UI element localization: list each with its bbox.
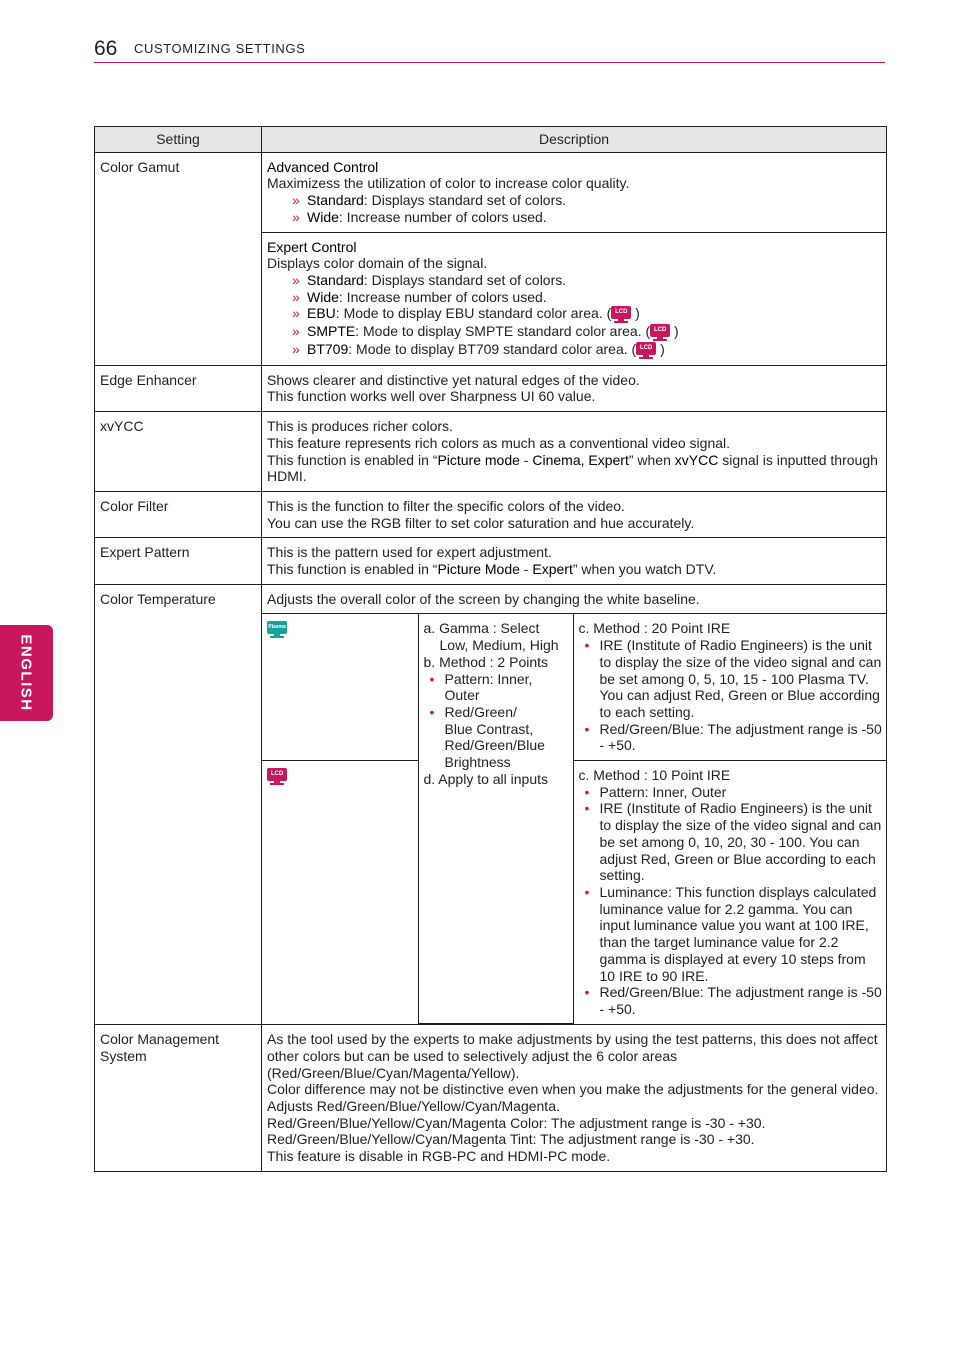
description-cell: [262, 152, 887, 232]
description-cell: As the tool used by the experts to make adjustments by using the test patterns, this does not affect other colors but can be used to selectively adjust the 6 color areas (Red/Green/Blue/Cyan/Magenta/Yellow). Color difference may not be distinctive even when you make the adjustments for the general video. Adjusts Red/Green/Blue/Yellow/Cyan/Magenta. Red/Green/Blue/Yellow/Cyan/Magenta Color: The adjustment range is -30 - +30. Red/Green/Blue/Yellow/Cyan/Magenta Tint: The adjustment range is -30 - +30. This feature is disable in RGB-PC and HDMI-PC mode.: [262, 1025, 887, 1172]
list-item: » Wide: Increase number of colors used.: [292, 208, 547, 225]
arrow-icon: »: [292, 208, 300, 225]
table-row: [95, 491, 887, 537]
table-header-row: [95, 127, 887, 153]
list-item: » Standard: Displays standard set of colors.: [292, 271, 567, 288]
list-item: • IRE (Institute of Radio Engineers) is the unit to display the size of the video signal and can be set among 0, 5, 10, 15 - 100 Plasma TV. You can adjust Red, Green or Blue according to each setting.: [584, 637, 882, 720]
list-item: • Luminance: This function displays calculated luminance value for 2.2 gamma. You can input luminance value you want at 100 IRE, than the target luminance value for 2.2 gamma is displayed at every 10 steps from 10 IRE to 90 IRE.: [584, 884, 877, 984]
setting-name: Color Management System: [95, 1025, 262, 1172]
list-item: » Standard: Displays standard set of colors.: [292, 192, 567, 209]
bullet-icon: •: [584, 783, 590, 800]
plasma-tv-icon: Plasma: [267, 621, 287, 638]
bullet-icon: •: [429, 703, 435, 720]
table-row: [95, 412, 887, 492]
list-item: • Red/Green/: [429, 703, 517, 720]
setting-name: Edge Enhancer: [95, 365, 262, 411]
arrow-icon: »: [292, 305, 300, 322]
setting-name: Color Gamut: [95, 152, 262, 365]
table-row: [95, 152, 887, 232]
column-header-description: Description: [262, 127, 887, 153]
color-temperature-subtable: [262, 614, 887, 1024]
description-cell: This is the function to filter the specific colors of the video. You can use the RGB filter to set color saturation and hue accurately.: [262, 491, 887, 537]
page-header: [94, 36, 885, 63]
table-row: [95, 365, 887, 411]
list-item: • IRE (Institute of Radio Engineers) is the unit to display the size of the video signal and can be set among 0, 10, 20, 30 - 100. You can adjust Red, Green or Blue according to each setting.: [584, 800, 882, 884]
description-cell: Shows clearer and distinctive yet natural edges of the video. This function works well over Sharpness UI 60 value.: [262, 365, 887, 411]
language-side-tab: [0, 625, 53, 721]
lcd-cell: [262, 761, 418, 1024]
setting-name: Expert Pattern: [95, 538, 262, 584]
color-temperature-detail: [262, 614, 887, 1025]
bullet-icon: •: [429, 670, 435, 687]
advanced-control-title: Advanced Control: [267, 158, 379, 175]
table-row: [95, 1025, 887, 1172]
bullet-icon: •: [584, 637, 590, 654]
bullet-icon: •: [584, 884, 590, 900]
setting-name: Color Filter: [95, 491, 262, 537]
list-item: » SMPTE: Mode to display SMPTE standard color area. ( LCD ): [292, 323, 679, 340]
advanced-control-desc: Maximizess the utilization of color to increase color quality.: [267, 175, 630, 192]
description-cell: This is the pattern used for expert adjustment. This function is enabled in “Picture Mode - Expert” when you watch DTV.: [262, 538, 887, 584]
description-cell: Adjusts the overall color of the screen by changing the white baseline.: [262, 584, 887, 614]
arrow-icon: »: [292, 192, 300, 209]
lcd-tv-icon: LCD: [636, 342, 656, 359]
list-item: • Red/Green/Blue: The adjustment range is -50 - +50.: [584, 984, 882, 1017]
bullet-icon: •: [584, 720, 590, 737]
plasma-cell: [262, 614, 418, 760]
setting-name: xvYCC: [95, 412, 262, 492]
list-item: » Wide: Increase number of colors used.: [292, 288, 547, 305]
plasma-method-cell: c. Method : 20 Point IRE • IRE (Institute of Radio Engineers) is the unit to display the size of the video signal and can be set among 0, 5, 10, 15 - 100 Plasma TV. You can adjust Red, Green or Blue according to each setting. • Red/Green/Blue: The adjustment range is -50 - +50.: [573, 614, 887, 760]
page-number: 66: [94, 37, 118, 60]
arrow-icon: »: [292, 288, 300, 305]
list-item: • Pattern: Inner,: [429, 670, 533, 687]
common-methods-cell: a. Gamma : Select Low, Medium, High b. Method : 2 Points • Pattern: Inner, Outer • Red/Green/ Blue Contrast, Red/Green/Blue Brightness d. Apply to all inputs: [418, 614, 573, 1023]
arrow-icon: »: [292, 323, 300, 340]
list-item: • Red/Green/Blue: The adjustment range is -50 - +50.: [584, 720, 882, 754]
list-item: » EBU: Mode to display EBU standard color area. ( LCD ): [292, 305, 640, 322]
settings-table: [94, 126, 887, 1172]
lcd-tv-icon: LCD: [650, 324, 670, 341]
lcd-method-cell: c. Method : 10 Point IRE • Pattern: Inner, Outer • IRE (Institute of Radio Engineers) is the unit to display the size of the video signal and can be set among 0, 10, 20, 30 - 100. You can adjust Red, Green or Blue according to each setting. • Luminance: This function displays calculated luminance value for 2.2 gamma. You can input luminance value you want at 100 IRE, than the target luminance value for 2.2 gamma is displayed at every 10 steps from 10 IRE to 90 IRE. • Red/Green/Blue: The adjustment range is -50 - +50.: [573, 761, 887, 1024]
column-header-setting: Setting: [95, 127, 262, 153]
lcd-tv-icon: LCD: [267, 768, 287, 785]
bullet-icon: •: [584, 800, 590, 817]
arrow-icon: »: [292, 340, 300, 357]
expert-control-title: Expert Control: [267, 238, 357, 255]
language-tab-label: ENGLISH: [17, 634, 35, 712]
description-cell: This is produces richer colors. This feature represents rich colors as much as a conventional video signal. This function is enabled in “Picture mode - Cinema, Expert” when xvYCC signal is inputted through HDMI.: [262, 412, 887, 492]
expert-control-desc: Displays color domain of the signal.: [267, 255, 488, 272]
bullet-icon: •: [584, 984, 590, 1001]
table-row: [95, 538, 887, 584]
list-item: • Pattern: Inner, Outer: [584, 783, 727, 800]
section-title: CUSTOMIZING SETTINGS: [134, 41, 306, 56]
arrow-icon: »: [292, 271, 300, 288]
description-cell: [262, 232, 887, 365]
setting-name: Color Temperature: [95, 584, 262, 1024]
list-item: » BT709: Mode to display BT709 standard color area. ( LCD ): [292, 340, 665, 357]
lcd-tv-icon: LCD: [611, 306, 631, 323]
table-row: [95, 584, 887, 614]
